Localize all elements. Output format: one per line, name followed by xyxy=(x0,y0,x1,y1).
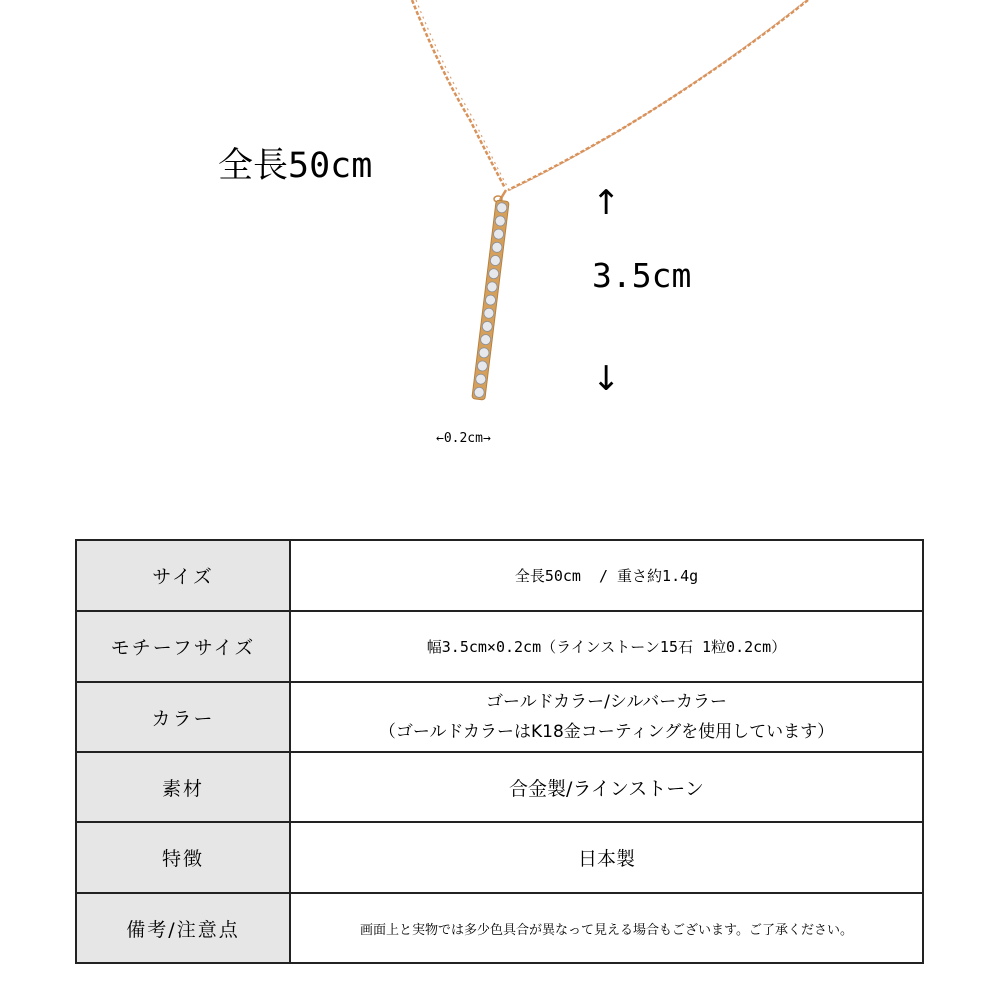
chain-drop xyxy=(500,190,506,200)
spec-row-size xyxy=(76,540,923,611)
spec-row-color xyxy=(76,682,923,752)
pendant-length-label: 3.5cm xyxy=(592,256,692,295)
total-length-label: 全長50cm xyxy=(218,146,373,186)
spec-label-material: 素材 xyxy=(76,752,290,822)
pendant-width-label: ←0.2cm→ xyxy=(436,431,491,446)
spec-row-material xyxy=(76,752,923,822)
spec-value-feature: 日本製 xyxy=(290,822,923,893)
arrow-up-icon: ↑ xyxy=(592,183,621,223)
spec-value-motif-size: 幅3.5cm×0.2cm（ラインストーン15石 1粒0.2cm） xyxy=(290,611,923,682)
spec-label-motif-size: モチーフサイズ xyxy=(76,611,290,682)
spec-table xyxy=(75,539,924,964)
arrow-down-icon: ↓ xyxy=(592,359,621,399)
spec-label-size: サイズ xyxy=(76,540,290,611)
spec-value-size: 全長50cm / 重さ約1.4g xyxy=(290,540,923,611)
spec-value-color-line2: （ゴールドカラーはK18金コーティングを使用しています） xyxy=(378,722,835,742)
spec-value-notes: 画面上と実物では多少色具合が異なって見える場合もございます。ご了承ください。 xyxy=(290,893,923,963)
spec-row-motif-size xyxy=(76,611,923,682)
spec-value-material: 合金製/ラインストーン xyxy=(290,752,923,822)
spec-label-feature: 特徴 xyxy=(76,822,290,893)
bar-pendant xyxy=(472,200,509,400)
spec-label-notes: 備考/注意点 xyxy=(76,893,290,963)
chain-left-strand xyxy=(412,0,505,188)
spec-label-color: カラー xyxy=(76,682,290,752)
spec-value-color-line1: ゴールドカラー/シルバーカラー xyxy=(486,692,727,712)
spec-value-color xyxy=(290,682,923,752)
spec-row-notes xyxy=(76,893,923,963)
spec-row-feature xyxy=(76,822,923,893)
chain-right-strand xyxy=(508,0,808,190)
